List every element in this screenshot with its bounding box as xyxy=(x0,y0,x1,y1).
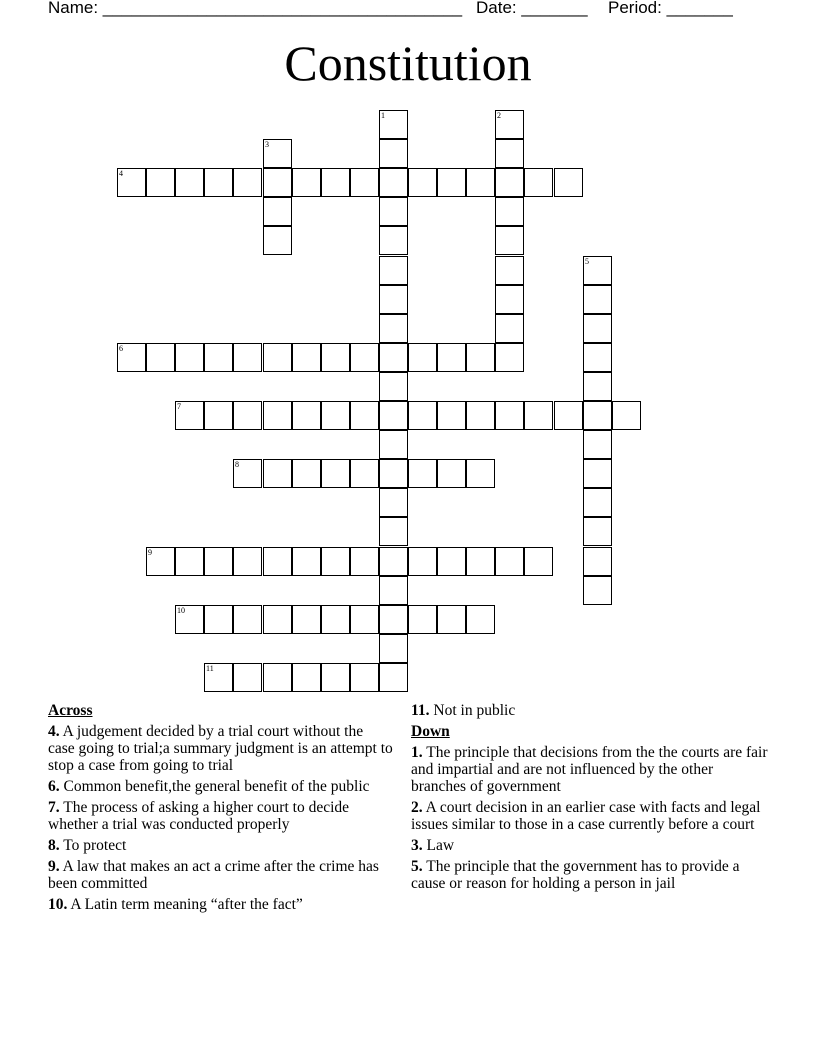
crossword-cell[interactable] xyxy=(233,459,262,488)
crossword-cell[interactable] xyxy=(583,430,612,459)
crossword-cell[interactable] xyxy=(437,168,466,197)
down-clue xyxy=(411,858,771,892)
crossword-cell[interactable] xyxy=(524,547,553,576)
clue-number-label: 9 xyxy=(148,548,152,557)
across-clue xyxy=(48,799,393,833)
crossword-cell[interactable] xyxy=(379,634,408,663)
across-clue-list xyxy=(48,723,393,913)
crossword-cell[interactable] xyxy=(350,168,379,197)
clue-text: Law xyxy=(422,837,455,854)
crossword-cell[interactable] xyxy=(379,285,408,314)
crossword-cell[interactable] xyxy=(292,547,321,576)
crossword-cell[interactable] xyxy=(350,459,379,488)
crossword-cell[interactable] xyxy=(146,547,175,576)
clue-number-label: 4 xyxy=(119,169,123,178)
crossword-cell[interactable] xyxy=(379,256,408,285)
crossword-cell[interactable] xyxy=(263,168,292,197)
across-clue xyxy=(48,858,393,892)
crossword-cell[interactable] xyxy=(204,605,233,634)
across-clue xyxy=(411,702,771,719)
crossword-cell[interactable] xyxy=(379,372,408,401)
crossword-cell[interactable] xyxy=(204,547,233,576)
crossword-cell[interactable] xyxy=(379,401,408,430)
across-clue-overflow xyxy=(411,702,771,719)
crossword-cell[interactable] xyxy=(379,226,408,255)
crossword-cell[interactable] xyxy=(263,226,292,255)
crossword-cell[interactable] xyxy=(583,372,612,401)
crossword-cell[interactable] xyxy=(466,168,495,197)
crossword-cell[interactable] xyxy=(408,343,437,372)
clue-text: The principle that the government has to provide a cause or reason for holding a person in jail xyxy=(411,858,740,892)
clue-text: A court decision in an earlier case with facts and legal issues similar to those in a case currently before a court xyxy=(411,799,761,833)
crossword-cell[interactable] xyxy=(379,517,408,546)
down-clue xyxy=(411,744,771,795)
crossword-cell[interactable] xyxy=(321,168,350,197)
crossword-cell[interactable] xyxy=(408,168,437,197)
crossword-cell[interactable] xyxy=(583,459,612,488)
crossword-cell[interactable] xyxy=(263,139,292,168)
crossword-cell[interactable] xyxy=(408,547,437,576)
crossword-cell[interactable] xyxy=(321,605,350,634)
clue-number: 10. xyxy=(48,896,68,913)
down-heading: Down xyxy=(411,723,450,740)
crossword-cell[interactable] xyxy=(292,459,321,488)
crossword-cell[interactable] xyxy=(379,314,408,343)
crossword-cell[interactable] xyxy=(233,605,262,634)
crossword-cell[interactable] xyxy=(437,343,466,372)
clue-text: The principle that decisions from the the courts are fair and impartial and are not influenced by the other branches of government xyxy=(411,744,768,795)
crossword-cell[interactable] xyxy=(350,663,379,692)
crossword-cell[interactable] xyxy=(292,401,321,430)
crossword-cell[interactable] xyxy=(350,401,379,430)
crossword-cell[interactable] xyxy=(292,605,321,634)
clue-number-label: 10 xyxy=(177,606,185,615)
crossword-cell[interactable] xyxy=(379,663,408,692)
clue-number: 9. xyxy=(48,858,60,875)
clue-text: A judgement decided by a trial court without the case going to trial;a summary judgment is an attempt to stop a case from going to trial xyxy=(48,723,393,774)
crossword-cell[interactable] xyxy=(408,605,437,634)
clue-number-label: 2 xyxy=(497,111,501,120)
crossword-cell[interactable] xyxy=(263,401,292,430)
clue-text: Common benefit,the general benefit of the public xyxy=(59,778,370,795)
crossword-cell[interactable] xyxy=(263,459,292,488)
crossword-cell[interactable] xyxy=(495,197,524,226)
crossword-cell[interactable] xyxy=(583,517,612,546)
crossword-cell[interactable] xyxy=(233,663,262,692)
crossword-cell[interactable] xyxy=(350,343,379,372)
crossword-cell[interactable] xyxy=(321,343,350,372)
crossword-cell[interactable] xyxy=(263,605,292,634)
clue-number: 2. xyxy=(411,799,423,816)
clue-text: To protect xyxy=(59,837,127,854)
across-heading: Across xyxy=(48,702,93,719)
crossword-cell[interactable] xyxy=(175,547,204,576)
across-clue xyxy=(48,837,393,854)
clue-number-label: 5 xyxy=(585,257,589,266)
clue-number: 3. xyxy=(411,837,423,854)
clue-number: 4. xyxy=(48,723,60,740)
clue-number-label: 1 xyxy=(381,111,385,120)
crossword-cell[interactable] xyxy=(437,459,466,488)
clue-number: 1. xyxy=(411,744,423,761)
clue-text: The process of asking a higher court to decide whether a trial was conducted properly xyxy=(48,799,350,833)
crossword-cell[interactable] xyxy=(554,401,583,430)
crossword-cell[interactable] xyxy=(495,110,524,139)
clue-number: 8. xyxy=(48,837,60,854)
across-clues xyxy=(48,702,393,917)
crossword-cell[interactable] xyxy=(495,343,524,372)
crossword-cell[interactable] xyxy=(233,547,262,576)
crossword-cell[interactable] xyxy=(292,663,321,692)
crossword-cell[interactable] xyxy=(437,401,466,430)
clue-number-label: 11 xyxy=(206,664,214,673)
crossword-cell[interactable] xyxy=(175,605,204,634)
across-clue xyxy=(48,778,393,795)
crossword-cell[interactable] xyxy=(583,401,612,430)
crossword-cell[interactable] xyxy=(583,488,612,517)
crossword-cell[interactable] xyxy=(263,663,292,692)
crossword-cell[interactable] xyxy=(263,343,292,372)
crossword-cell[interactable] xyxy=(321,401,350,430)
crossword-cell[interactable] xyxy=(495,256,524,285)
crossword-cell[interactable] xyxy=(146,168,175,197)
page-title: Constitution xyxy=(284,35,532,91)
crossword-cell[interactable] xyxy=(495,401,524,430)
crossword-cell[interactable] xyxy=(379,488,408,517)
clue-number: 11. xyxy=(411,702,430,719)
crossword-cell[interactable] xyxy=(292,343,321,372)
crossword-cell[interactable] xyxy=(583,256,612,285)
crossword-cell[interactable] xyxy=(466,605,495,634)
crossword-cell[interactable] xyxy=(263,547,292,576)
crossword-cell[interactable] xyxy=(350,547,379,576)
crossword-cell[interactable] xyxy=(204,401,233,430)
crossword-cell[interactable] xyxy=(379,459,408,488)
crossword-cell[interactable] xyxy=(554,168,583,197)
crossword-cell[interactable] xyxy=(408,459,437,488)
crossword-cell[interactable] xyxy=(292,168,321,197)
clue-number-label: 8 xyxy=(235,460,239,469)
crossword-cell[interactable] xyxy=(204,168,233,197)
crossword-cell[interactable] xyxy=(379,139,408,168)
crossword-cell[interactable] xyxy=(379,576,408,605)
crossword-cell[interactable] xyxy=(408,401,437,430)
crossword-cell[interactable] xyxy=(524,401,553,430)
down-clue-list xyxy=(411,744,771,892)
crossword-cell[interactable] xyxy=(466,547,495,576)
down-clue xyxy=(411,837,771,854)
crossword-cell[interactable] xyxy=(175,343,204,372)
crossword-cell[interactable] xyxy=(175,401,204,430)
crossword-cell[interactable] xyxy=(321,547,350,576)
crossword-cell[interactable] xyxy=(204,343,233,372)
crossword-cell[interactable] xyxy=(583,314,612,343)
crossword-cell[interactable] xyxy=(321,459,350,488)
clue-text: A Latin term meaning “after the fact” xyxy=(67,896,303,913)
crossword-cell[interactable] xyxy=(466,343,495,372)
crossword-cell[interactable] xyxy=(204,663,233,692)
clue-number: 5. xyxy=(411,858,423,875)
period-field[interactable]: Period: _______ xyxy=(608,0,733,17)
clue-number: 6. xyxy=(48,778,60,795)
crossword-cell[interactable] xyxy=(466,459,495,488)
crossword-cell[interactable] xyxy=(379,547,408,576)
clue-number: 7. xyxy=(48,799,60,816)
crossword-cell[interactable] xyxy=(233,401,262,430)
down-clues-column xyxy=(411,702,771,896)
crossword-cell[interactable] xyxy=(379,110,408,139)
name-field[interactable]: Name: ______________________________________ xyxy=(48,0,463,17)
clue-number-label: 6 xyxy=(119,344,123,353)
crossword-cell[interactable] xyxy=(583,547,612,576)
date-field[interactable]: Date: _______ xyxy=(476,0,588,17)
crossword-cell[interactable] xyxy=(321,663,350,692)
crossword-cell[interactable] xyxy=(175,168,204,197)
crossword-cell[interactable] xyxy=(379,197,408,226)
crossword-cell[interactable] xyxy=(466,401,495,430)
down-clue xyxy=(411,799,771,833)
crossword-cell[interactable] xyxy=(495,139,524,168)
crossword-cell[interactable] xyxy=(524,168,553,197)
crossword-cell[interactable] xyxy=(233,168,262,197)
crossword-cell[interactable] xyxy=(379,168,408,197)
crossword-cell[interactable] xyxy=(495,285,524,314)
clue-number-label: 7 xyxy=(177,402,181,411)
crossword-cell[interactable] xyxy=(146,343,175,372)
crossword-cell[interactable] xyxy=(117,343,146,372)
crossword-cell[interactable] xyxy=(379,343,408,372)
crossword-cell[interactable] xyxy=(350,605,379,634)
crossword-cell[interactable] xyxy=(117,168,146,197)
crossword-cell[interactable] xyxy=(379,605,408,634)
crossword-cell[interactable] xyxy=(263,197,292,226)
crossword-cell[interactable] xyxy=(495,547,524,576)
across-clue xyxy=(48,723,393,774)
crossword-cell[interactable] xyxy=(612,401,641,430)
crossword-cell[interactable] xyxy=(495,226,524,255)
clue-number-label: 3 xyxy=(265,140,269,149)
crossword-cell[interactable] xyxy=(583,285,612,314)
crossword-cell[interactable] xyxy=(379,430,408,459)
crossword-cell[interactable] xyxy=(583,576,612,605)
crossword-cell[interactable] xyxy=(233,343,262,372)
crossword-cell[interactable] xyxy=(495,168,524,197)
clue-text: A law that makes an act a crime after the crime has been committed xyxy=(48,858,379,892)
clue-text: Not in public xyxy=(429,702,516,719)
crossword-cell[interactable] xyxy=(495,314,524,343)
crossword-cell[interactable] xyxy=(437,547,466,576)
across-clue xyxy=(48,896,393,913)
crossword-cell[interactable] xyxy=(583,343,612,372)
crossword-cell[interactable] xyxy=(437,605,466,634)
